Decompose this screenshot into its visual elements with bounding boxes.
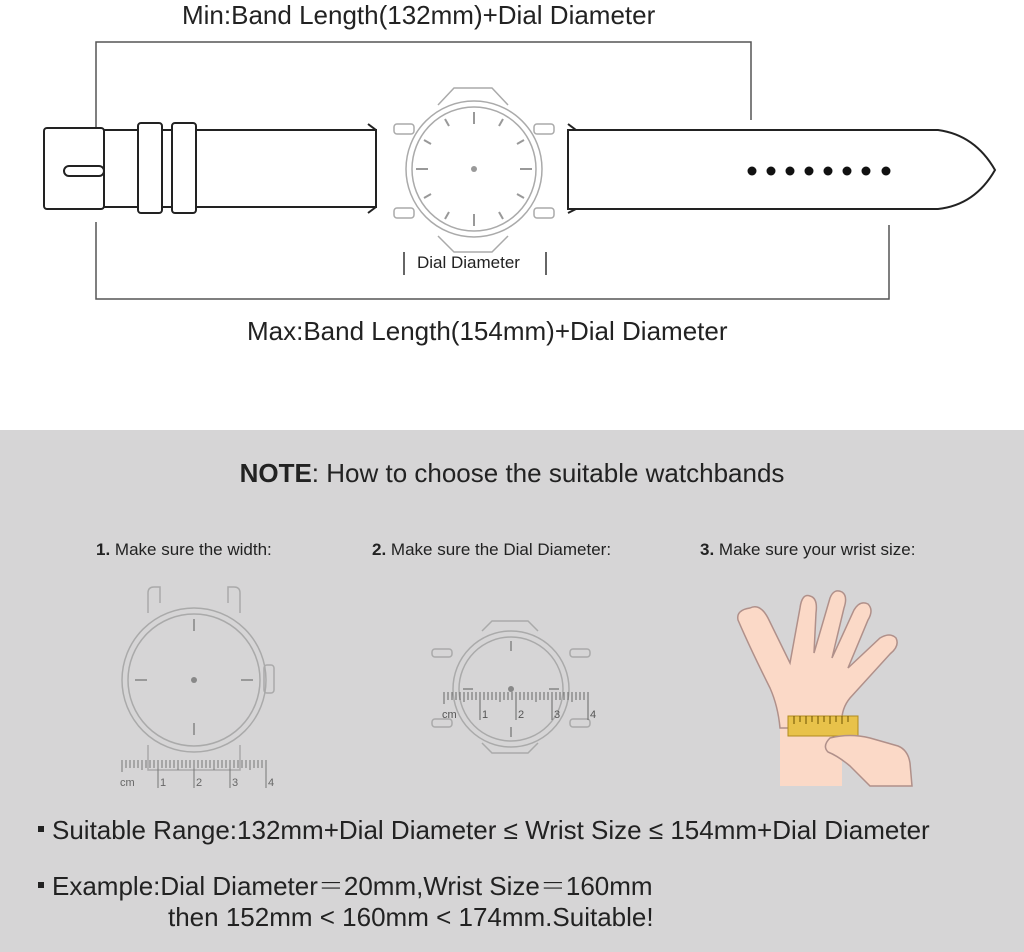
- hand-palm: [738, 591, 897, 728]
- watch-center-dot: [471, 166, 477, 172]
- buckle-strap: [44, 123, 376, 213]
- dial-diameter-label: Dial Diameter: [417, 253, 520, 272]
- ruler-1-tick-4: 4: [268, 777, 275, 789]
- ruler-2-tick-4: 4: [590, 709, 597, 721]
- step-1-text: Make sure the width:: [114, 540, 272, 559]
- example-line-1: Example:Dial Diameter＝20mm,Wrist Size＝160mm: [52, 871, 653, 901]
- max-length-label: Max:Band Length(154mm)+Dial Diameter: [247, 316, 728, 346]
- step-1: [96, 540, 272, 560]
- step-2: [372, 540, 611, 560]
- example-line-2: then 152mm < 160mm < 174mm.Suitable!: [168, 902, 654, 932]
- ruler-1-tick-3: 3: [232, 777, 239, 789]
- step-2-text: Make sure the Dial Diameter:: [390, 540, 612, 559]
- ruler-2-tick-2: 2: [518, 709, 525, 721]
- bullet-icon: [38, 826, 44, 832]
- step-3: [700, 540, 915, 560]
- wrist-measure-illustration: [730, 588, 920, 788]
- ruler-2: [440, 690, 610, 730]
- ruler-1-tick-1: 1: [160, 777, 167, 789]
- min-length-label: Min:Band Length(132mm)+Dial Diameter: [182, 0, 656, 30]
- ruler-1-tick-2: 2: [196, 777, 203, 789]
- step-2-number: 2.: [372, 540, 387, 559]
- step-3-number: 3.: [700, 540, 715, 559]
- note-title: [0, 458, 1024, 489]
- suitable-range-value: Suitable Range:132mm+Dial Diameter ≤ Wrist Size ≤ 154mm+Dial Diameter: [52, 815, 930, 845]
- example-text: [38, 866, 653, 903]
- ruler-1-unit: cm: [120, 777, 135, 789]
- ruler-2-tick-3: 3: [554, 709, 561, 721]
- ruler-2-tick-1: 1: [482, 709, 489, 721]
- ruler-2-unit: cm: [442, 709, 457, 721]
- step-1-number: 1.: [96, 540, 111, 559]
- band-diagram-section: [0, 0, 1024, 430]
- bullet-icon: [38, 882, 44, 888]
- step-3-text: Make sure your wrist size:: [718, 540, 916, 559]
- note-title-bold: NOTE: [239, 458, 312, 488]
- note-title-text: : How to choose the suitable watchbands: [311, 458, 785, 488]
- suitable-range-text: [38, 815, 930, 846]
- min-dimension-line: [96, 42, 751, 128]
- tail-strap: [568, 124, 995, 213]
- ruler-1: [118, 758, 288, 798]
- measuring-tape: [788, 716, 858, 736]
